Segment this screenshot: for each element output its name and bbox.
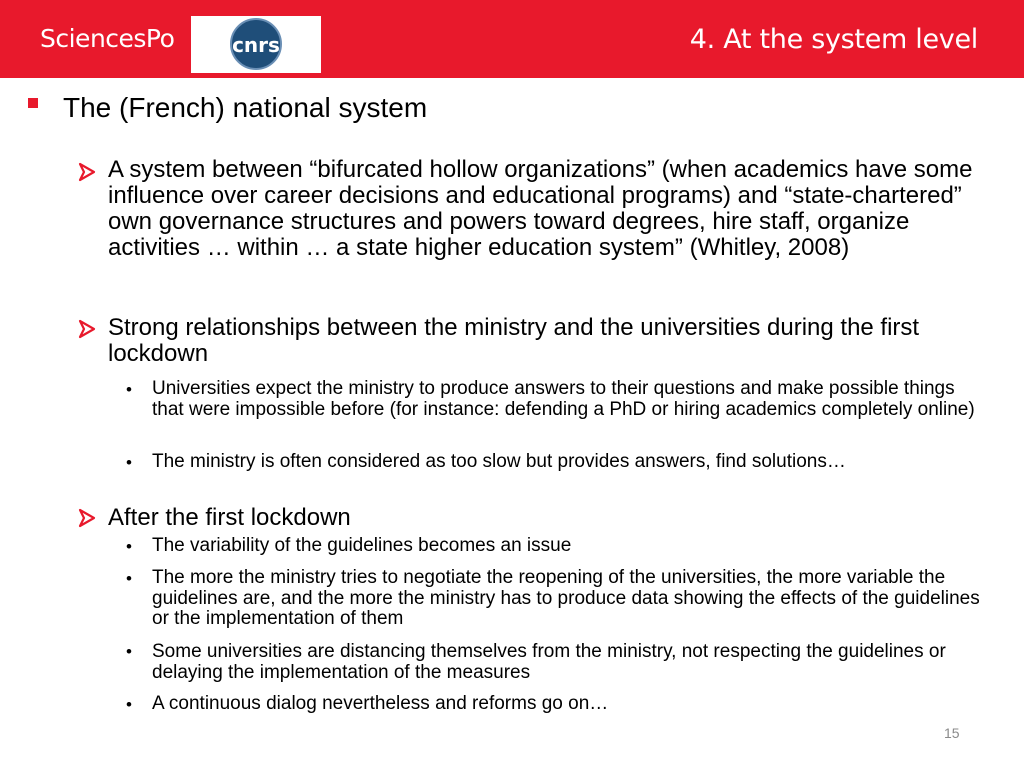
sub-point-text: Some universities are distancing themselves from the ministry, not respecting the guidelines or delaying the implementation of the measures [152,641,946,683]
dot-bullet-icon: • [126,569,132,588]
dot-bullet-icon: • [126,380,132,399]
square-bullet-icon [28,98,38,108]
dot-bullet-icon: • [126,537,132,556]
point-text: Strong relationships between the ministry and the universities during the first lockdown [108,314,920,367]
header-bar [0,0,1024,78]
slide-heading: The (French) national system [63,92,428,123]
sub-point-text: The ministry is often considered as too slow but provides answers, find solutions… [152,451,846,472]
page-number: 15 [944,725,960,741]
sub-point-text: The more the ministry tries to negotiate the reopening of the universities, the more variable the guidelines are, and the more the ministry has to produce data showing the effects of the guidelines or the implementation of them [152,567,980,629]
point-text: A system between “bifurcated hollow organizations” (when academics have some influence over career decisions and educational programs) and “state-chartered” own governance structures and powers toward degrees, hire staff, organize activities … within … a state higher education system” (Whitley, 2008) [108,156,973,261]
sub-point-text: The variability of the guidelines becomes an issue [152,535,572,556]
sciencespo-logo: SciencesPo [40,24,175,53]
dot-bullet-icon: • [126,642,132,661]
arrow-bullet-icon [77,319,97,339]
arrow-bullet-icon [77,162,97,182]
cnrs-logo [191,16,321,73]
point-text: After the first lockdown [108,504,351,531]
section-title: 4. At the system level [689,24,978,55]
cnrs-logo-text: cnrs [232,33,280,57]
dot-bullet-icon: • [126,695,132,714]
arrow-bullet-icon [77,508,97,528]
dot-bullet-icon: • [126,453,132,472]
sub-point-text: A continuous dialog nevertheless and reforms go on… [152,693,609,714]
sub-point-text: Universities expect the ministry to produce answers to their questions and make possible things that were impossible before (for instance: defending a PhD or hiring academics completely online) [152,378,975,420]
